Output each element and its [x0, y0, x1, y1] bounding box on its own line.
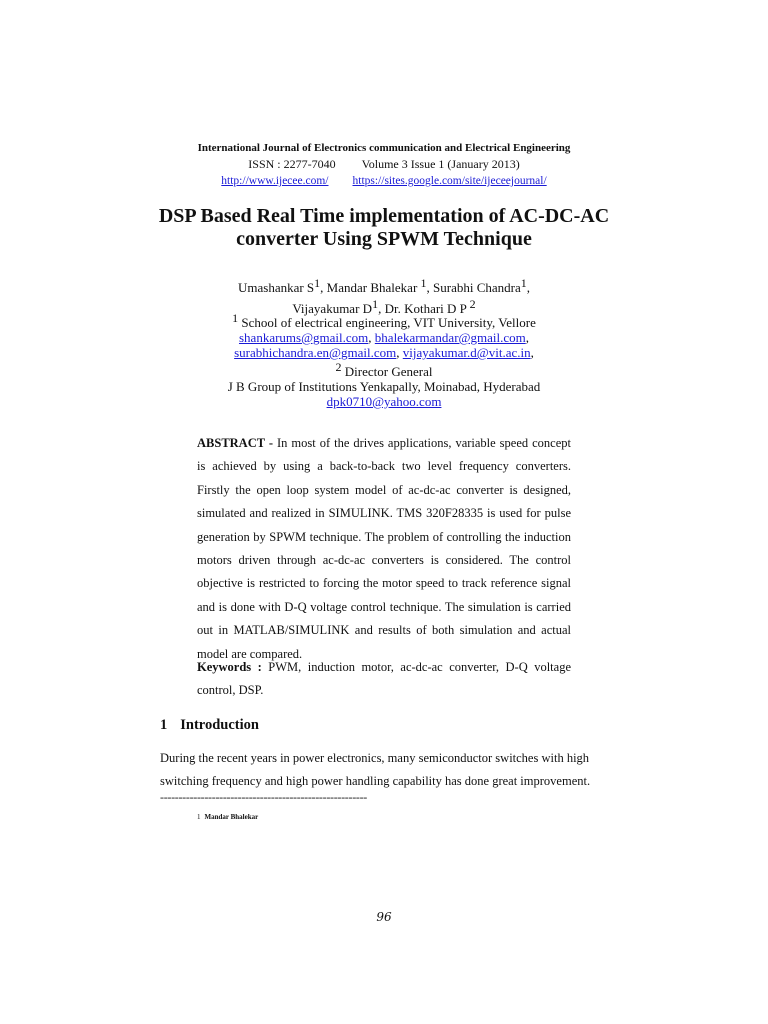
introduction-paragraph: During the recent years in power electronics, many semiconductor switches with high switching frequency and high power handling capability has done great improvement.: [160, 751, 591, 789]
journal-url-link[interactable]: http://www.ijecee.com/: [221, 175, 329, 187]
keywords-text: PWM, induction motor, ac-dc-ac converter, D-Q voltage control, DSP.: [197, 660, 571, 698]
author-name: Umashankar S: [237, 280, 315, 295]
section-number: 1: [160, 717, 168, 733]
footnote: [197, 813, 258, 821]
keywords: [197, 656, 571, 703]
email-link-vijayakumar[interactable]: vijayakumar.d@vit.ac.in: [402, 345, 531, 360]
paper-title: [0, 205, 768, 251]
email-link-kothari[interactable]: dpk0710@yahoo.com: [326, 394, 442, 409]
paper-title-line-1: DSP Based Real Time implementation of AC-DC-AC: [158, 205, 610, 227]
issn: ISSN : 2277-7040: [248, 157, 336, 171]
email-link-shankar[interactable]: shankarums@gmail.com: [238, 330, 369, 345]
abstract: [197, 432, 571, 666]
footnote-mark: 1: [197, 813, 201, 821]
footnote-text: Mandar Bhalekar: [204, 813, 259, 821]
affiliation-mark: 1: [232, 311, 239, 325]
affiliations: [0, 311, 768, 409]
email-link-bhalekar[interactable]: bhalekarmandar@gmail.com: [374, 330, 526, 345]
email-link-surabhi[interactable]: surabhichandra.en@gmail.com: [234, 345, 397, 360]
footnote-rule: --------------------------------------------------------: [160, 790, 367, 804]
journal-urls: [0, 175, 768, 187]
affiliation-mark: 2: [469, 297, 476, 311]
affiliation-mark: 1: [372, 297, 379, 311]
keywords-label: Keywords :: [197, 660, 262, 674]
affiliation-1: $^1$ School of electrical engineering, VIT University, Vellore: [232, 311, 536, 330]
affiliation-2: $^2$ Director General: [335, 360, 433, 379]
abstract-text: In most of the drives applications, variable speed concept is achieved by using a back-to-back two level frequency converters. Firstly the open loop system model of ac-dc-ac converter is designed, simulated and realized in SIMULINK. TMS 320F28335 is used for pulse generation by SPWM technique. The problem of controlling the induction motors driven through ac-dc-ac converters is considered. The control objective is restricted to forcing the motor speed to track reference signal and is done with D-Q voltage control technique. The simulation is carried out in MATLAB/SIMULINK and results of both simulation and actual model are compared.: [197, 436, 572, 661]
author-line-1: Umashankar $S^1$, Mandar Bhalekar $^1$, Surabhi Chandra$^1$,: [237, 276, 531, 295]
section-title: Introduction: [180, 717, 259, 733]
journal-title: International Journal of Electronics communication and Electrical Engineering: [197, 142, 571, 154]
affiliation-2-org: J B Group of Institutions Yenkapally, Moinabad, Hyderabad: [227, 379, 541, 394]
google-sites-link[interactable]: https://sites.google.com/site/ijeceejournal/: [352, 175, 547, 187]
author-name: , Dr. Kothari D P: [378, 301, 470, 316]
page-number: 96: [376, 910, 392, 924]
author-name: Vijayakumar D: [292, 301, 373, 316]
author-name: , Mandar Bhalekar: [320, 280, 421, 295]
affiliation-mark: 1: [314, 276, 321, 290]
affiliation-mark: 2: [335, 360, 342, 374]
volume-issue: Volume 3 Issue 1 (January 2013): [361, 157, 520, 171]
email-line-3: [0, 394, 768, 409]
paper-title-line-2: converter Using SPWM Technique: [236, 228, 532, 250]
email-line-1: shankarums@gmail.com, bhalekarmandar@gmail.com,: [238, 330, 529, 345]
email-line-2: surabhichandra.en@gmail.com, vijayakumar.d@vit.ac.in,: [234, 345, 534, 360]
section-heading: [160, 717, 259, 734]
affiliation-mark: 1: [420, 276, 427, 290]
affiliation-mark: 1: [520, 276, 527, 290]
issn-volume-line: [0, 157, 768, 172]
abstract-label: ABSTRACT -: [197, 436, 274, 450]
author-name: , Surabhi Chandra: [426, 280, 521, 295]
